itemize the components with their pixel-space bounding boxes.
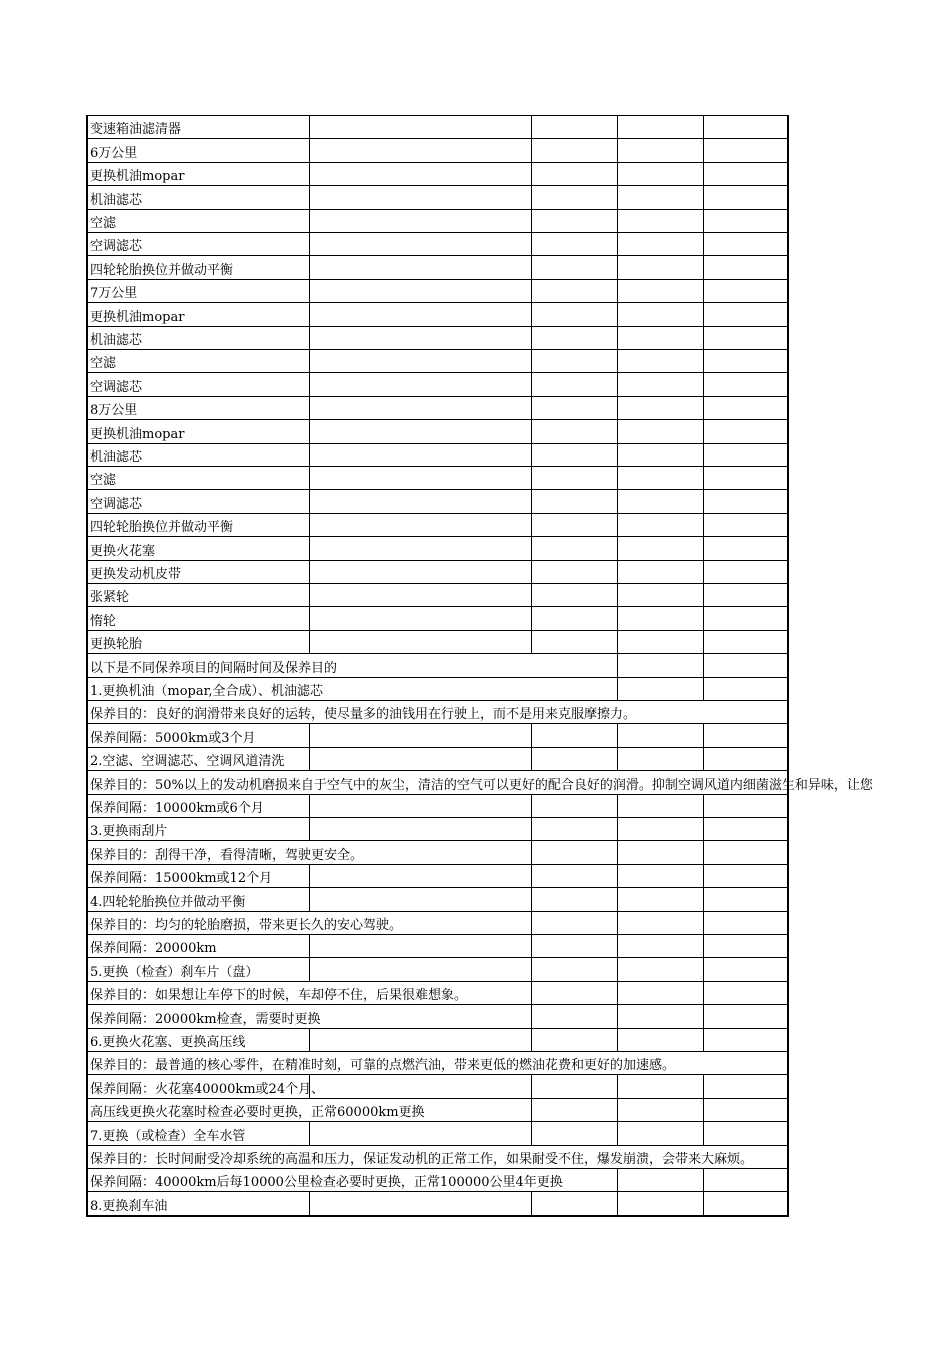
table-cell[interactable]	[531, 513, 617, 536]
table-cell[interactable]	[531, 1098, 617, 1121]
table-cell[interactable]	[703, 326, 789, 349]
cell-text: 保养间隔：20000km	[90, 941, 217, 957]
table-cell[interactable]	[531, 1121, 617, 1144]
cell-text: 空滤	[90, 356, 117, 372]
table-cell[interactable]	[531, 466, 617, 489]
table-row	[86, 536, 789, 559]
table-cell[interactable]	[531, 887, 617, 910]
table-cell[interactable]	[531, 981, 617, 1004]
cell-text: 7.更换（或检查）全车水管	[90, 1128, 246, 1144]
table-cell[interactable]	[703, 489, 789, 512]
table-cell[interactable]	[617, 396, 703, 419]
table-cell[interactable]	[309, 513, 531, 536]
table-cell[interactable]	[531, 560, 617, 583]
table-cell[interactable]	[309, 560, 531, 583]
cell-text: 8.更换刹车油	[90, 1198, 168, 1214]
table-cell[interactable]	[703, 115, 789, 138]
table-cell[interactable]	[309, 138, 531, 161]
table-cell[interactable]	[309, 817, 531, 840]
table-row	[86, 817, 789, 840]
table-cell[interactable]	[309, 864, 531, 887]
table-cell[interactable]	[617, 279, 703, 302]
table-cell[interactable]	[617, 513, 703, 536]
table-cell[interactable]	[617, 630, 703, 653]
table-cell[interactable]	[309, 326, 531, 349]
table-cell[interactable]	[617, 864, 703, 887]
table-cell[interactable]	[703, 723, 789, 746]
cell-text: 张紧轮	[90, 590, 130, 606]
table-cell[interactable]	[617, 887, 703, 910]
table-cell[interactable]	[309, 372, 531, 395]
cell-text: 保养目的：刮得干净，看得清晰，驾驶更安全。	[90, 847, 364, 863]
table-cell[interactable]	[309, 209, 531, 232]
table-cell[interactable]	[531, 723, 617, 746]
table-cell[interactable]	[309, 1121, 531, 1144]
table-row	[86, 1191, 789, 1216]
table-cell[interactable]	[703, 864, 789, 887]
table-row	[86, 279, 789, 302]
table-bottom-border	[86, 1215, 789, 1217]
table-cell[interactable]	[617, 653, 703, 676]
table-cell[interactable]	[531, 279, 617, 302]
cell-text: 机油滤芯	[90, 192, 143, 208]
table-cell[interactable]	[617, 1168, 703, 1191]
cell-text: 更换机油mopar	[90, 169, 185, 185]
cell-text: 保养间隔：15000km或12个月	[90, 871, 273, 887]
cell-text: 2.空滤、空调滤芯、空调风道清洗	[90, 754, 285, 770]
table-cell[interactable]	[531, 138, 617, 161]
cell-text: 保养目的：如果想让车停下的时候，车却停不住，后果很难想象。	[90, 988, 468, 1004]
table-cell[interactable]	[617, 466, 703, 489]
table-cell[interactable]	[703, 396, 789, 419]
table-cell[interactable]	[703, 1098, 789, 1121]
table-cell[interactable]	[309, 489, 531, 512]
table-cell[interactable]	[309, 349, 531, 372]
table-cell[interactable]	[309, 279, 531, 302]
table-cell[interactable]	[617, 115, 703, 138]
table-cell[interactable]	[703, 630, 789, 653]
table-row	[86, 466, 789, 489]
cell-text: 5.更换（检查）刹车片（盘）	[90, 964, 259, 980]
table-row	[86, 372, 789, 395]
table-row	[86, 115, 789, 138]
table-cell[interactable]	[531, 1191, 617, 1214]
cell-text: 空调滤芯	[90, 379, 143, 395]
table-cell[interactable]	[309, 185, 531, 208]
table-cell[interactable]	[617, 747, 703, 770]
table-cell[interactable]	[531, 1028, 617, 1051]
table-cell[interactable]	[531, 443, 617, 466]
table-cell[interactable]	[531, 934, 617, 957]
table-cell[interactable]	[617, 1028, 703, 1051]
table-cell[interactable]	[617, 981, 703, 1004]
table-cell[interactable]	[703, 162, 789, 185]
table-cell[interactable]	[531, 1074, 617, 1097]
table-cell[interactable]	[531, 489, 617, 512]
table-cell[interactable]	[617, 1191, 703, 1214]
cell-text: 更换机油mopar	[90, 309, 185, 325]
table-cell[interactable]	[703, 1074, 789, 1097]
table-cell[interactable]	[703, 957, 789, 980]
table-cell[interactable]	[617, 840, 703, 863]
table-cell[interactable]	[617, 817, 703, 840]
table-cell[interactable]	[703, 606, 789, 629]
table-cell[interactable]	[531, 326, 617, 349]
cell-text: 空调滤芯	[90, 496, 143, 512]
table-cell[interactable]	[617, 911, 703, 934]
table-cell[interactable]	[309, 957, 531, 980]
table-cell[interactable]	[703, 1191, 789, 1214]
table-cell[interactable]	[531, 840, 617, 863]
cell-text: 空调滤芯	[90, 239, 143, 255]
table-cell[interactable]	[617, 138, 703, 161]
table-row	[86, 396, 789, 419]
cell-text: 保养间隔：火花塞40000km或24个月、	[90, 1081, 325, 1097]
table-cell[interactable]	[703, 185, 789, 208]
table-cell[interactable]	[309, 466, 531, 489]
table-cell[interactable]	[703, 1168, 789, 1191]
table-cell[interactable]	[703, 583, 789, 606]
cell-text: 四轮轮胎换位并做动平衡	[90, 262, 234, 278]
table-cell[interactable]	[531, 606, 617, 629]
table-cell[interactable]	[531, 957, 617, 980]
table-cell[interactable]	[617, 934, 703, 957]
table-cell[interactable]	[531, 747, 617, 770]
cell-text: 保养目的：均匀的轮胎磨损，带来更长久的安心驾驶。	[90, 918, 403, 933]
table-cell[interactable]	[531, 302, 617, 325]
cell-text: 保养间隔：5000km或3个月	[90, 730, 256, 746]
table-cell[interactable]	[617, 349, 703, 372]
table-cell[interactable]	[531, 396, 617, 419]
table-cell[interactable]	[617, 326, 703, 349]
cell-text: 保养目的：最普通的核心零件，在精准时刻，可靠的点燃汽油，带来更低的燃油花费和更好的加速感。	[90, 1058, 676, 1074]
table-cell[interactable]	[617, 1121, 703, 1144]
table-row	[86, 326, 789, 349]
table-cell[interactable]	[617, 489, 703, 512]
cell-text: 3.更换雨刮片	[90, 824, 168, 840]
cell-text: 更换发动机皮带	[90, 567, 182, 582]
table-cell[interactable]	[531, 911, 617, 934]
cell-text: 空滤	[90, 216, 117, 231]
table-row	[86, 232, 789, 255]
table-cell[interactable]	[703, 981, 789, 1004]
table-cell[interactable]	[617, 372, 703, 395]
table-cell[interactable]	[703, 302, 789, 325]
cell-text: 高压线更换火花塞时检查必要时更换，正常60000km更换	[90, 1105, 425, 1121]
table-cell[interactable]	[86, 349, 309, 372]
table-cell[interactable]	[531, 349, 617, 372]
table-cell[interactable]	[617, 1004, 703, 1027]
cell-text: 保养目的：良好的润滑带来良好的运转，使尽量多的油钱用在行驶上，而不是用来克服摩擦力。	[90, 707, 637, 723]
cell-text: 7万公里	[90, 286, 138, 302]
table-cell[interactable]	[531, 817, 617, 840]
table-cell[interactable]	[309, 115, 531, 138]
cell-text: 空滤	[90, 473, 117, 489]
cell-text: 6.更换火花塞、更换高压线	[90, 1035, 246, 1050]
table-cell[interactable]	[531, 162, 617, 185]
table-row	[86, 162, 789, 185]
table-cell[interactable]	[309, 302, 531, 325]
cell-text: 惰轮	[90, 613, 117, 629]
table-cell[interactable]	[703, 1004, 789, 1027]
table-cell[interactable]	[617, 185, 703, 208]
cell-text: 保养目的：50%以上的发动机磨损来自于空气中的灰尘，清洁的空气可以更好的配合良好的润滑。抑制空调风道内细菌滋生和异味，让您	[90, 777, 873, 793]
table-row	[86, 489, 789, 512]
table-cell[interactable]	[703, 349, 789, 372]
table-row	[86, 443, 789, 466]
table-cell[interactable]	[531, 185, 617, 208]
table-cell[interactable]	[617, 957, 703, 980]
cell-text: 机油滤芯	[90, 450, 143, 465]
table-row	[86, 606, 789, 629]
cell-text: 以下是不同保养项目的间隔时间及保养目的	[90, 660, 338, 676]
table-cell[interactable]	[703, 419, 789, 442]
table-cell[interactable]	[309, 232, 531, 255]
cell-text: 机油滤芯	[90, 333, 143, 348]
table-cell[interactable]	[309, 536, 531, 559]
table-cell[interactable]	[703, 1028, 789, 1051]
table-cell[interactable]	[703, 279, 789, 302]
table-cell[interactable]	[531, 794, 617, 817]
table-cell[interactable]	[703, 138, 789, 161]
table-cell[interactable]	[309, 255, 531, 278]
table-row	[86, 185, 789, 208]
table-cell[interactable]	[703, 817, 789, 840]
table-cell[interactable]	[309, 1028, 531, 1051]
table-cell[interactable]	[703, 653, 789, 676]
table-cell[interactable]	[309, 630, 531, 653]
table-cell[interactable]	[309, 934, 531, 957]
table-cell[interactable]	[309, 887, 531, 910]
table-cell[interactable]	[531, 536, 617, 559]
table-cell[interactable]	[531, 419, 617, 442]
table-cell[interactable]	[86, 209, 309, 232]
cell-text: 保养间隔：10000km或6个月	[90, 801, 264, 816]
table-cell[interactable]	[531, 255, 617, 278]
table-cell[interactable]	[309, 794, 531, 817]
table-row	[86, 138, 789, 161]
table-cell[interactable]	[531, 1004, 617, 1027]
table-cell[interactable]	[531, 372, 617, 395]
table-cell[interactable]	[703, 209, 789, 232]
table-cell[interactable]	[703, 255, 789, 278]
table-cell[interactable]	[617, 723, 703, 746]
cell-text: 6万公里	[90, 145, 138, 161]
cell-text: 四轮轮胎换位并做动平衡	[90, 520, 234, 536]
cell-text: 变速箱油滤清器	[90, 122, 182, 138]
table-cell[interactable]	[703, 747, 789, 770]
cell-text: 4.四轮轮胎换位并做动平衡	[90, 894, 246, 910]
table-cell[interactable]	[531, 232, 617, 255]
cell-text: 更换火花塞	[90, 543, 156, 559]
table-cell[interactable]	[309, 443, 531, 466]
table-cell[interactable]	[703, 536, 789, 559]
table-cell[interactable]	[617, 443, 703, 466]
table-cell[interactable]	[617, 209, 703, 232]
cell-text: 保养间隔：20000km检查，需要时更换	[90, 1011, 321, 1027]
table-cell[interactable]	[617, 794, 703, 817]
table-row	[86, 630, 789, 653]
table-cell[interactable]	[703, 513, 789, 536]
table-cell[interactable]	[617, 536, 703, 559]
table-row	[86, 349, 789, 372]
table-cell[interactable]	[703, 887, 789, 910]
table-cell[interactable]	[309, 396, 531, 419]
table-cell[interactable]	[617, 677, 703, 700]
table-cell[interactable]	[703, 794, 789, 817]
table-cell[interactable]	[309, 419, 531, 442]
cell-text: 保养目的：长时间耐受冷却系统的高温和压力，保证发动机的正常工作，如果耐受不住，爆发崩溃，会带来大麻烦。	[90, 1152, 754, 1167]
table-cell[interactable]	[703, 372, 789, 395]
table-cell[interactable]	[309, 583, 531, 606]
table-cell[interactable]	[703, 443, 789, 466]
table-cell[interactable]	[309, 1074, 531, 1097]
table-cell[interactable]	[309, 162, 531, 185]
table-cell[interactable]	[617, 560, 703, 583]
table-cell[interactable]	[703, 911, 789, 934]
table-cell[interactable]	[703, 840, 789, 863]
table-cell[interactable]	[531, 583, 617, 606]
table-cell[interactable]	[86, 466, 309, 489]
table-cell[interactable]	[703, 934, 789, 957]
table-cell[interactable]	[309, 723, 531, 746]
cell-text: 保养间隔：40000km后每10000公里检查必要时更换，正常100000公里4年更换	[90, 1175, 563, 1191]
table-cell[interactable]	[617, 232, 703, 255]
table-cell[interactable]	[86, 606, 309, 629]
table-cell[interactable]	[617, 1074, 703, 1097]
table-cell[interactable]	[531, 115, 617, 138]
table-row	[86, 209, 789, 232]
table-row	[86, 419, 789, 442]
table-cell[interactable]	[617, 606, 703, 629]
table-cell[interactable]	[617, 419, 703, 442]
table-cell[interactable]	[703, 677, 789, 700]
table-cell[interactable]	[531, 864, 617, 887]
cell-text: 更换机油mopar	[90, 426, 185, 442]
table-cell[interactable]	[617, 1098, 703, 1121]
table-cell[interactable]	[617, 302, 703, 325]
table-cell[interactable]	[309, 747, 531, 770]
table-cell[interactable]	[309, 1191, 531, 1214]
table-cell[interactable]	[617, 255, 703, 278]
cell-text: 更换轮胎	[90, 637, 143, 653]
table-cell[interactable]	[617, 162, 703, 185]
table-cell[interactable]	[531, 209, 617, 232]
table-row	[86, 583, 789, 606]
table-cell[interactable]	[703, 232, 789, 255]
table-row	[86, 560, 789, 583]
table-cell[interactable]	[531, 630, 617, 653]
table-cell[interactable]	[309, 606, 531, 629]
cell-text: 1.更换机油（mopar,全合成）、机油滤芯	[90, 684, 324, 699]
table-row	[86, 302, 789, 325]
table-cell[interactable]	[703, 466, 789, 489]
table-cell[interactable]	[703, 1121, 789, 1144]
table-cell[interactable]	[617, 583, 703, 606]
table-cell[interactable]	[703, 560, 789, 583]
cell-text: 8万公里	[90, 403, 138, 419]
